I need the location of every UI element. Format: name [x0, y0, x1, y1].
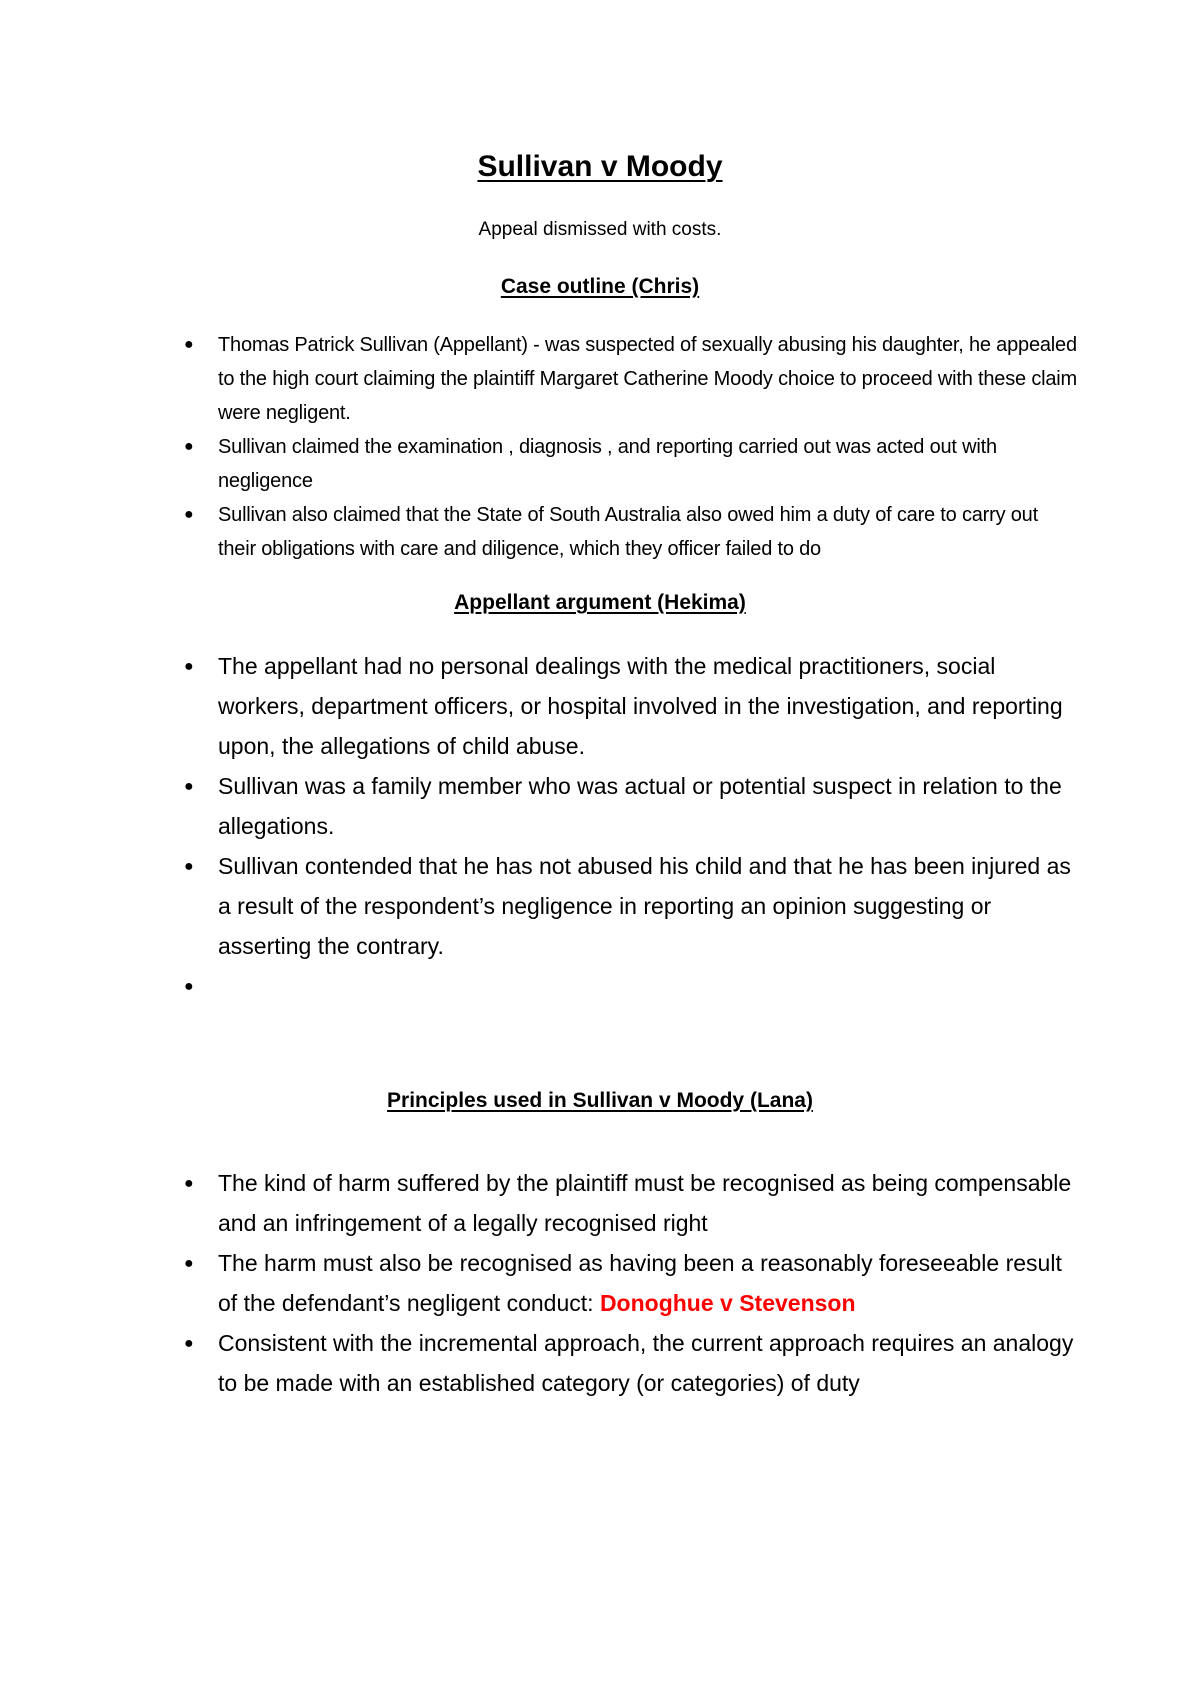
- document-title: Sullivan v Moody: [477, 150, 723, 183]
- list-item-text: The appellant had no personal dealings with the medical practitioners, social workers, department officers, or hospital involved in the investigation, and reporting upon, the allegations of child abuse.: [218, 653, 1063, 759]
- list-item: [0, 328, 1078, 430]
- list-item: [0, 646, 1078, 766]
- case-outline-list: [0, 328, 1078, 566]
- list-item: [0, 766, 1078, 846]
- list-item: [0, 1323, 1078, 1403]
- list-item-text: Sullivan was a family member who was actual or potential suspect in relation to the allegations.: [218, 773, 1062, 839]
- bullet-icon: ●: [184, 506, 194, 523]
- list-item: [0, 1163, 1078, 1243]
- bullet-icon: ●: [184, 1175, 194, 1192]
- list-item-text: Sullivan also claimed that the State of South Australia also owed him a duty of care to carry out their obligations with care and diligence, which they officer failed to do: [218, 504, 1038, 560]
- principles-list: [0, 1163, 1078, 1403]
- list-item: [0, 846, 1078, 966]
- list-item-text: Thomas Patrick Sullivan (Appellant) - was suspected of sexually abusing his daughter, he appealed to the high court claiming the plaintiff Margaret Catherine Moody choice to proceed with these claim were negligent.: [218, 334, 1077, 424]
- document-subtitle: Appeal dismissed with costs.: [478, 219, 722, 240]
- section-heading-case-outline: Case outline (Chris): [500, 275, 700, 298]
- section-heading-appellant-argument: Appellant argument (Hekima): [454, 591, 746, 614]
- list-item-text: The kind of harm suffered by the plaintiff must be recognised as being compensable and an infringement of a legally recognised right: [218, 1170, 1072, 1236]
- appellant-argument-list: [0, 646, 1078, 995]
- bullet-icon: ●: [184, 1255, 194, 1272]
- list-item: [0, 1243, 1078, 1323]
- bullet-icon: ●: [184, 336, 194, 353]
- bullet-icon: ●: [184, 858, 194, 875]
- case-reference: Donoghue v Stevenson: [599, 1290, 856, 1316]
- bullet-icon: ●: [184, 978, 194, 995]
- bullet-icon: ●: [184, 438, 194, 455]
- bullet-icon: ●: [184, 658, 194, 675]
- bullet-icon: ●: [184, 1335, 194, 1352]
- list-item-text: The harm must also be recognised as having been a reasonably foreseeable result of the defendant’s negligent conduct:: [218, 1250, 1062, 1316]
- bullet-icon: ●: [184, 778, 194, 795]
- list-item-text: Consistent with the incremental approach, the current approach requires an analogy to be made with an established category (or categories) of duty: [218, 1330, 1074, 1396]
- list-item-text: Sullivan claimed the examination , diagnosis , and reporting carried out was acted out with negligence: [218, 436, 997, 492]
- list-item: [0, 430, 1078, 498]
- list-item: [0, 498, 1078, 566]
- list-item-text: Sullivan contended that he has not abused his child and that he has been injured as a result of the respondent’s negligence in reporting an opinion suggesting or asserting the contrary.: [218, 853, 1071, 959]
- section-heading-principles: Principles used in Sullivan v Moody (Lana): [387, 1089, 813, 1112]
